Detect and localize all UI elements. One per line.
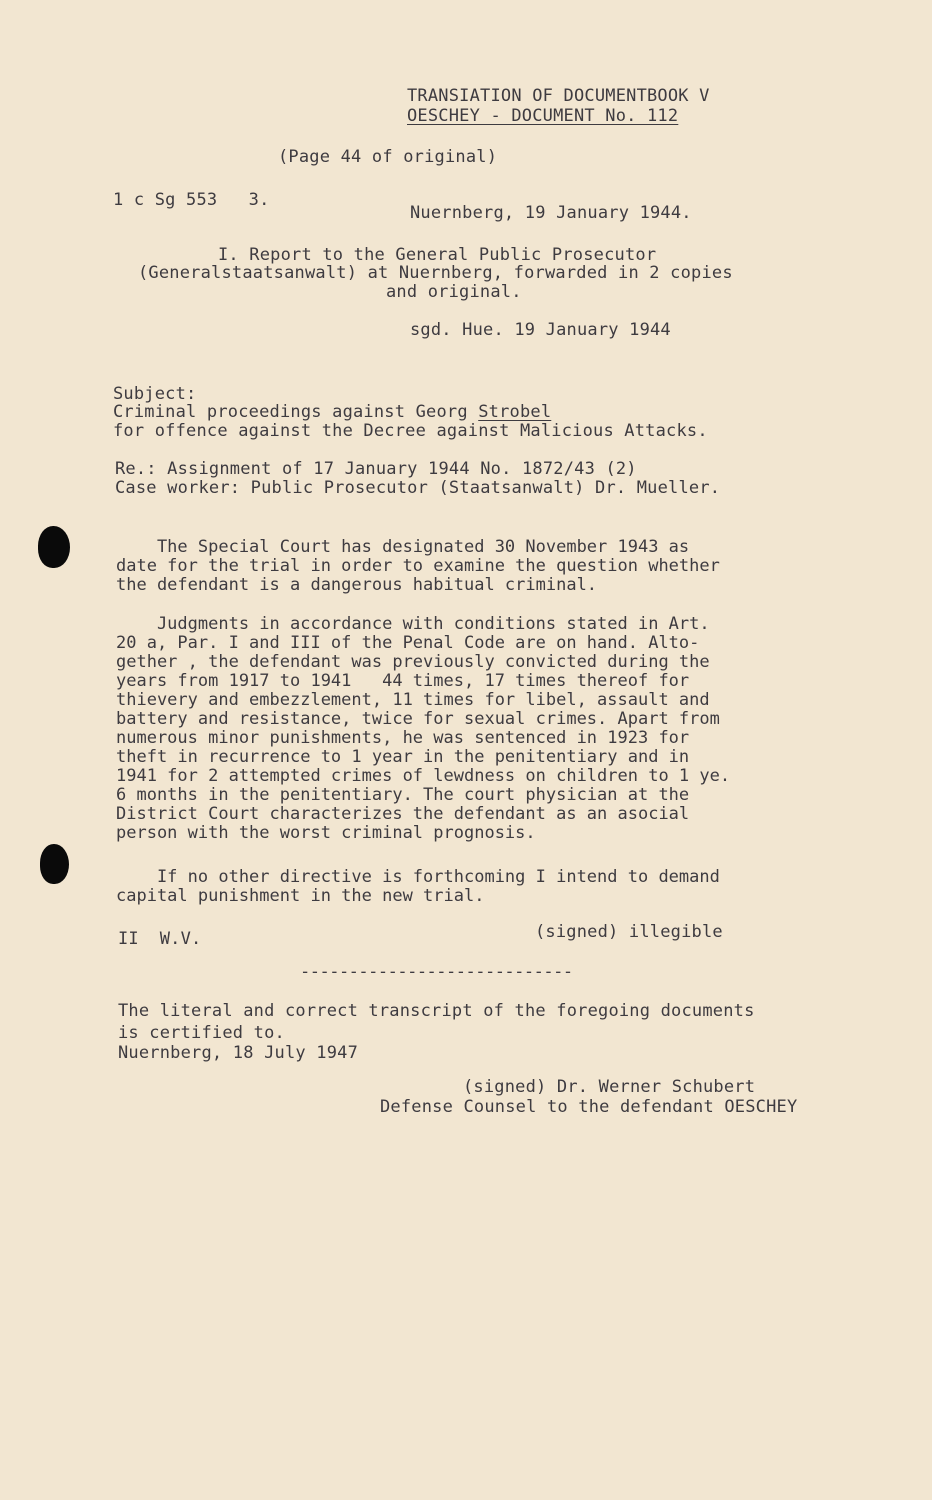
paragraph-2-line: theft in recurrence to 1 year in the penitentiary and in — [116, 747, 690, 767]
paragraph-3-line: capital punishment in the new trial. — [116, 886, 485, 906]
paragraph-2-line: person with the worst criminal prognosis. — [116, 823, 536, 843]
page-reference: (Page 44 of original) — [278, 147, 498, 167]
subject-label: Subject: — [113, 384, 197, 404]
punch-hole-top — [38, 526, 70, 568]
report-line-3: and original. — [386, 282, 522, 302]
paragraph-2-line: thievery and embezzlement, 11 times for libel, assault and — [116, 690, 710, 710]
punch-hole-bottom — [40, 844, 69, 884]
paragraph-2-line: 20 a, Par. I and III of the Penal Code are on hand. Alto- — [116, 633, 700, 653]
subject-line-2: for offence against the Decree against Malicious Attacks. — [113, 421, 708, 441]
paragraph-2-line: 1941 for 2 attempted crimes of lewdness on children to 1 ye. — [116, 766, 731, 786]
paragraph-2-line: years from 1917 to 1941 44 times, 17 times thereof for — [116, 671, 690, 691]
paragraph-2-line: 6 months in the penitentiary. The court physician at the — [116, 785, 690, 805]
report-line-1: I. Report to the General Public Prosecutor — [218, 245, 657, 265]
closing-ii: II W.V. — [118, 929, 202, 949]
paragraph-3 — [116, 868, 720, 906]
subject-text: Criminal proceedings against Georg — [113, 402, 479, 422]
subject-line-1 — [113, 402, 551, 422]
case-worker: Case worker: Public Prosecutor (Staatsanwalt) Dr. Mueller. — [115, 478, 721, 498]
paragraph-1-line: The Special Court has designated 30 November 1943 as — [116, 537, 690, 557]
certification-line-1: The literal and correct transcript of the foregoing documents — [118, 1001, 755, 1021]
place-date: Nuernberg, 19 January 1944. — [410, 203, 692, 223]
paragraph-3-line: If no other directive is forthcoming I intend to demand — [116, 867, 720, 887]
certification-signature: (signed) Dr. Werner Schubert — [463, 1077, 756, 1097]
paragraph-1-line: date for the trial in order to examine the question whether — [116, 556, 720, 576]
paragraph-2-line: District Court characterizes the defendant as an asocial — [116, 804, 690, 824]
certification-line-2: is certified to. — [118, 1023, 285, 1043]
closing-signature: (signed) illegible — [535, 922, 723, 942]
paragraph-2-line: gether , the defendant was previously convicted during the — [116, 652, 710, 672]
report-line-2: (Generalstaatsanwalt) at Nuernberg, forwarded in 2 copies — [138, 263, 733, 283]
paragraph-1-line: the defendant is a dangerous habitual criminal. — [116, 575, 598, 595]
re-assignment: Re.: Assignment of 17 January 1944 No. 1872/43 (2) — [115, 459, 637, 479]
certification-title: Defense Counsel to the defendant OESCHEY — [380, 1097, 798, 1117]
document-title: TRANSIATION OF DOCUMENTBOOK V — [407, 86, 710, 106]
paragraph-1 — [116, 538, 720, 595]
certification-line-3: Nuernberg, 18 July 1947 — [118, 1043, 359, 1063]
divider: ---------------------------- — [300, 962, 573, 982]
file-number: 1 c Sg 553 3. — [113, 190, 270, 210]
paragraph-2-line: Judgments in accordance with conditions stated in Art. — [116, 614, 710, 634]
defendant-name: Strobel — [478, 402, 552, 422]
document-subtitle: OESCHEY - DOCUMENT No. 112 — [407, 106, 679, 126]
paragraph-2-line: battery and resistance, twice for sexual crimes. Apart from — [116, 709, 720, 729]
report-signature: sgd. Hue. 19 January 1944 — [410, 320, 671, 340]
paragraph-2-line: numerous minor punishments, he was sentenced in 1923 for — [116, 728, 690, 748]
paragraph-2 — [116, 615, 730, 843]
